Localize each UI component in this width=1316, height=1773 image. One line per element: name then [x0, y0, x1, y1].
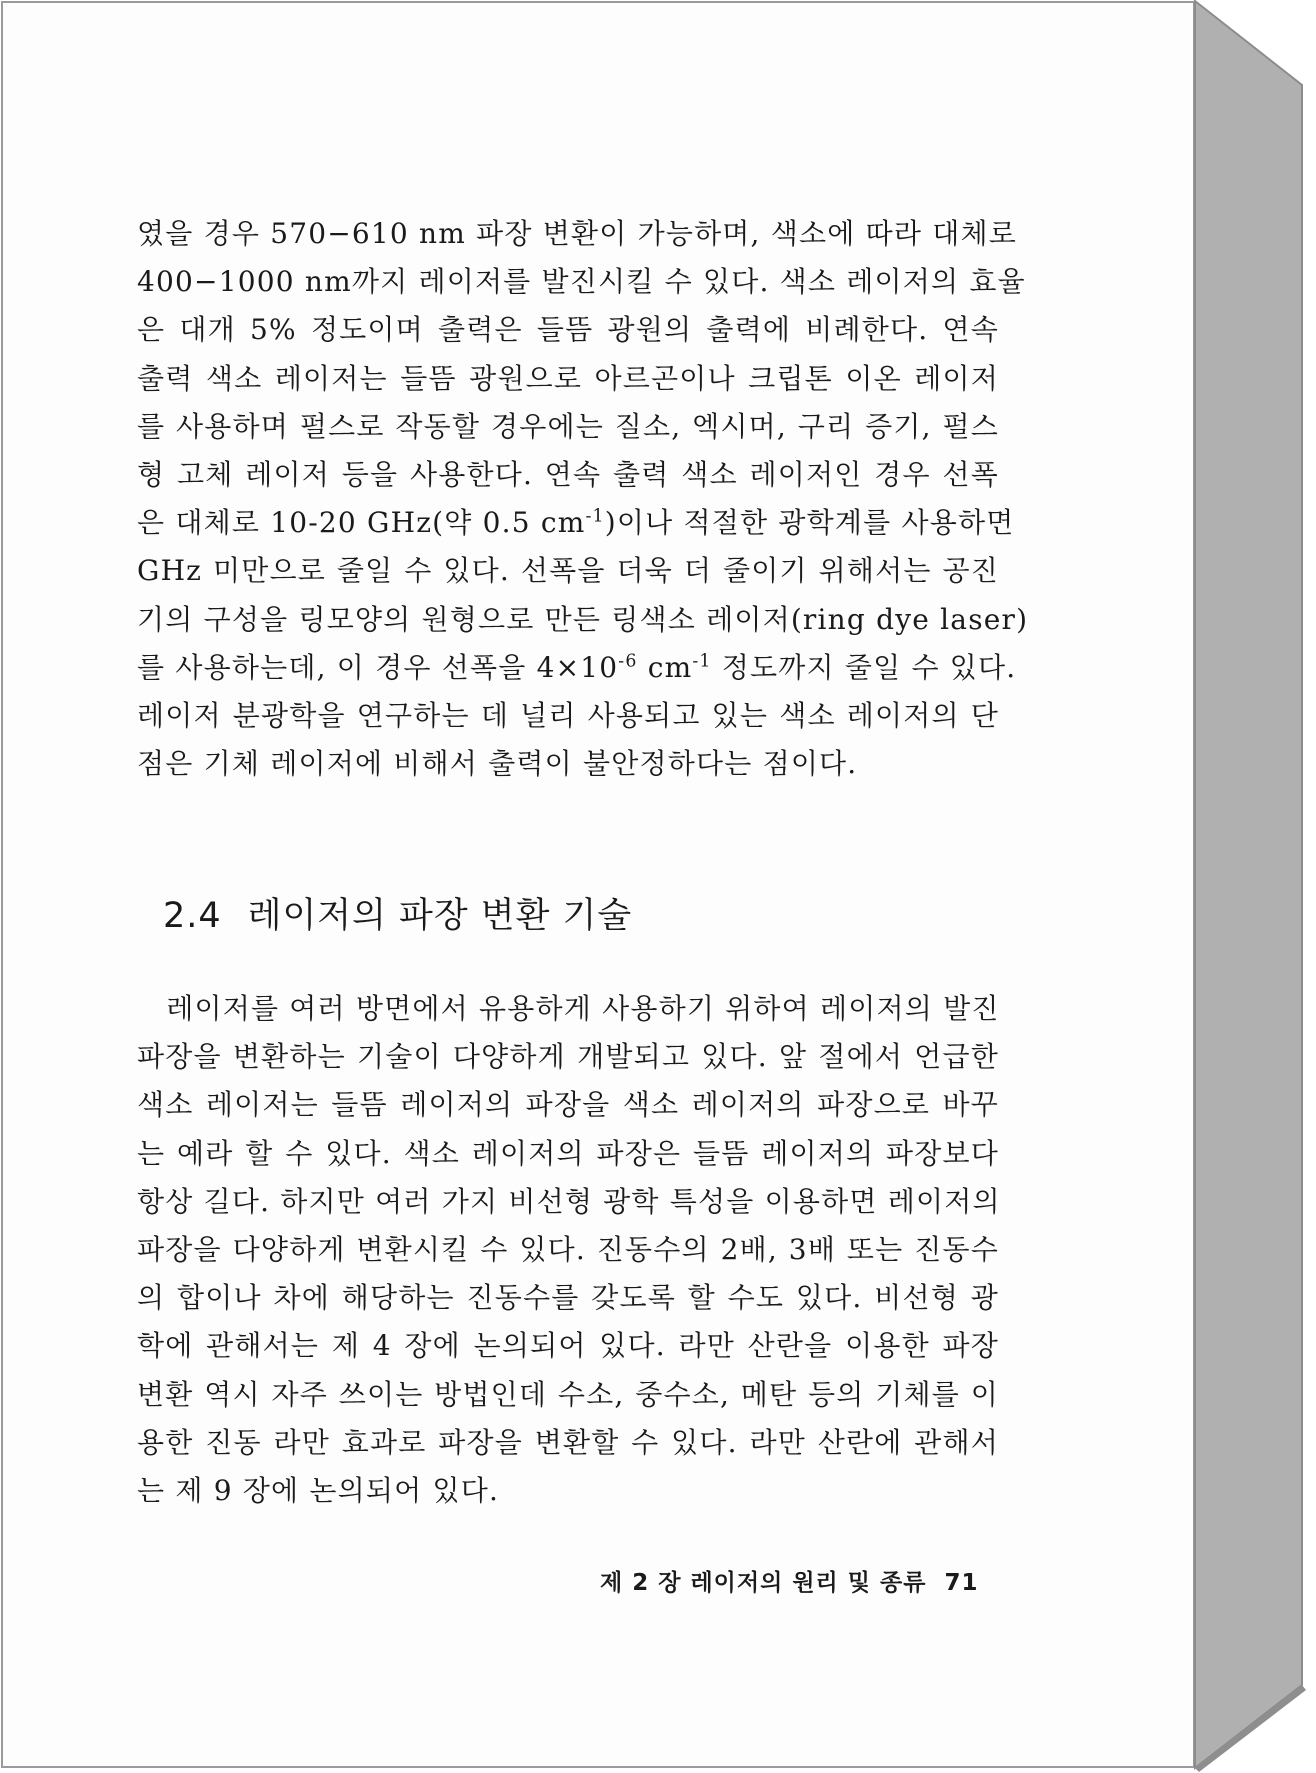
- text-line: 색소 레이저는 들뜸 레이저의 파장을 색소 레이저의 파장으로 바꾸: [137, 1088, 999, 1122]
- section-number: 2.4: [163, 896, 222, 936]
- text-line: 레이저 분광학을 연구하는 데 널리 사용되고 있는 색소 레이저의 단: [137, 698, 999, 732]
- text-line: 를 사용하며 펄스로 작동할 경우에는 질소, 엑시머, 구리 증기, 펄스: [137, 409, 999, 443]
- text-line: 변환 역시 자주 쓰이는 방법인데 수소, 중수소, 메탄 등의 기체를 이: [137, 1377, 999, 1411]
- section-title: 레이저의 파장 변환 기술: [247, 896, 633, 936]
- text-line: 400−1000 nm까지 레이저를 발진시킬 수 있다. 색소 레이저의 효율: [137, 265, 1026, 299]
- text-segment: 를 사용하는데, 이 경우 선폭을 4×10: [137, 650, 619, 684]
- text-line: GHz 미만으로 줄일 수 있다. 선폭을 더욱 더 줄이기 위해서는 공진: [137, 554, 999, 588]
- footer-chapter: 제 2 장 레이저의 원리 및 종류: [600, 1570, 927, 1596]
- text-line: 기의 구성을 링모양의 원형으로 만든 링색소 레이저(ring dye laser): [137, 602, 1029, 636]
- text-line: 항상 길다. 하지만 여러 가지 비선형 광학 특성을 이용하면 레이저의: [137, 1184, 1001, 1218]
- text-segment: 정도까지 줄일 수 있다.: [711, 650, 1017, 684]
- text-line: 의 합이나 차에 해당하는 진동수를 갖도록 할 수도 있다. 비선형 광: [137, 1281, 999, 1315]
- text-line: 파장을 변환하는 기술이 다양하게 개발되고 있다. 앞 절에서 언급한: [137, 1040, 999, 1074]
- text-line: 형 고체 레이저 등을 사용한다. 연속 출력 색소 레이저인 경우 선폭: [137, 457, 999, 491]
- superscript: -6: [618, 651, 638, 672]
- page-number: 71: [944, 1570, 979, 1596]
- text-segment: )이나 적절한 광학계를 사용하면: [604, 506, 1015, 540]
- superscript: -1: [692, 651, 712, 672]
- text-segment: cm: [637, 650, 693, 684]
- book-side-edge: [1195, 1, 1302, 1768]
- superscript: -1: [585, 506, 605, 527]
- text-line: 는 예라 할 수 있다. 색소 레이저의 파장은 들뜸 레이저의 파장보다: [137, 1136, 999, 1170]
- text-line: 은 대개 5% 정도이며 출력은 들뜸 광원의 출력에 비례한다. 연속: [137, 313, 999, 347]
- text-segment: 은 대체로 10-20 GHz(약 0.5 cm: [137, 506, 586, 540]
- text-line: 는 제 9 장에 논의되어 있다.: [137, 1473, 500, 1507]
- text-line: 파장을 다양하게 변환시킬 수 있다. 진동수의 2배, 3배 또는 진동수: [137, 1232, 999, 1266]
- text-line: 레이저를 여러 방면에서 유용하게 사용하기 위하여 레이저의 발진: [137, 992, 1000, 1025]
- text-line: 출력 색소 레이저는 들뜸 광원으로 아르곤이나 크립톤 이온 레이저: [137, 361, 999, 395]
- text-line: 점은 기체 레이저에 비해서 출력이 불안정하다는 점이다.: [137, 747, 858, 781]
- text-line: 용한 진동 라만 효과로 파장을 변환할 수 있다. 라만 산란에 관해서: [137, 1425, 999, 1459]
- text-line: 학에 관해서는 제 4 장에 논의되어 있다. 라만 산란을 이용한 파장: [137, 1329, 999, 1363]
- text-line: 였을 경우 570−610 nm 파장 변환이 가능하며, 색소에 따라 대체로: [137, 217, 1017, 250]
